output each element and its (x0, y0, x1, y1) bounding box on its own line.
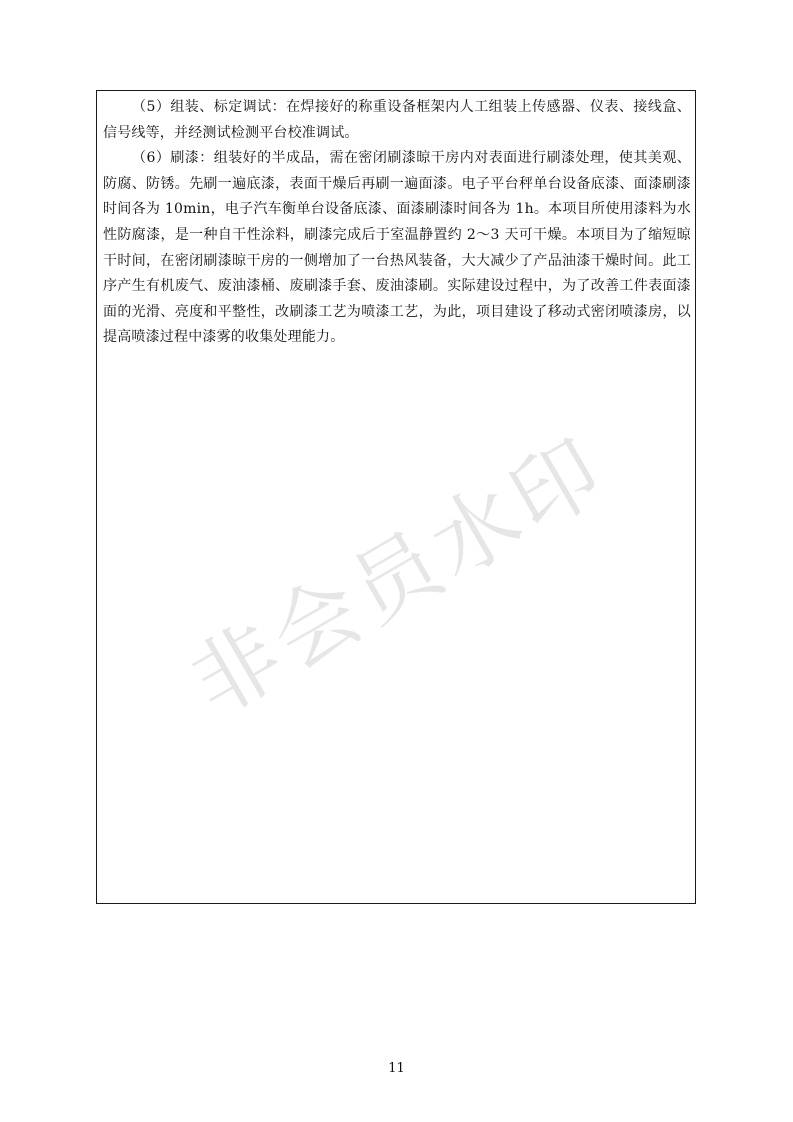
content-table-frame (96, 90, 696, 904)
page-number: 11 (388, 1061, 405, 1076)
content-body (103, 95, 691, 351)
watermark-text: 非会员水印 (174, 418, 624, 736)
paragraph-assembly-calibration: （5）组装、标定调试：在焊接好的称重设备框架内人工组装上传感器、仪表、接线盒、信号线等，并经测试检测平台校准调试。 (103, 99, 691, 141)
paragraph-painting: （6）刷漆：组装好的半成品，需在密闭刷漆晾干房内对表面进行刷漆处理，使其美观、防腐、防锈。先刷一遍底漆，表面干燥后再刷一遍面漆。电子平台秤单台设备底漆、面漆刷漆时间各为 10min，电子汽车衡单台设备底漆、面漆刷漆时间各为 1h。本项目所使用漆料为水性防腐漆，是一种自干性涂料，刷漆完成后于室温静置约 2～3 天可干燥。本项目为了缩短晾干时间，在密闭刷漆晾干房的一侧增加了一台热风装备，大大减少了产品油漆干燥时间。此工序产生有机废气、废油漆桶、废刷漆手套、废油漆刷。实际建设过程中，为了改善工件表面漆面的光滑、亮度和平整性，改刷漆工艺为喷漆工艺，为此，项目建设了移动式密闭喷漆房，以提高喷漆过程中漆雾的收集处理能力。 (103, 150, 691, 346)
